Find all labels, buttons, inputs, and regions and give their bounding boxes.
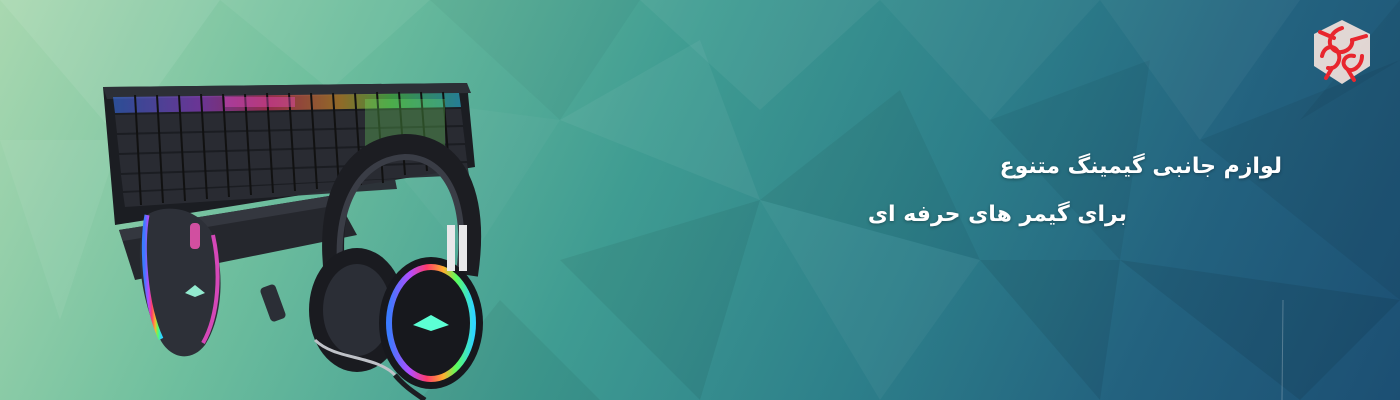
gaming-peripherals-icon	[95, 75, 495, 400]
mouse-icon	[140, 209, 221, 357]
headline	[682, 143, 1282, 239]
headline-line-2: برای گیمر های حرفه ای	[867, 202, 1127, 227]
headline-line-1: لوازم جانبی گیمینگ متنوع	[999, 154, 1282, 179]
razer-snake-logo-icon[interactable]	[1308, 18, 1376, 86]
